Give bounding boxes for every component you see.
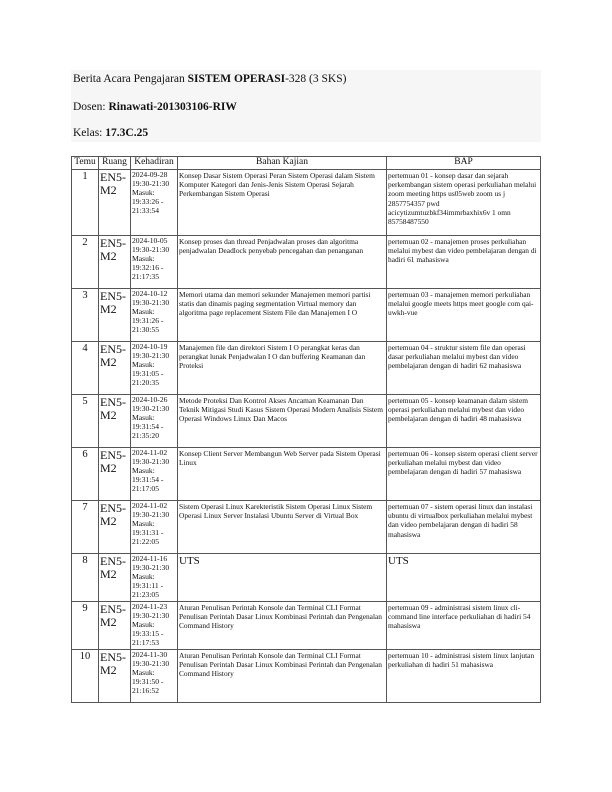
meeting-time: 19:30-21:30 (132, 403, 170, 413)
meeting-date: 2024-10-12 (132, 289, 168, 298)
attendance-cell (131, 395, 178, 448)
meeting-number: 6 (72, 448, 99, 501)
header-bap: BAP (387, 157, 541, 170)
bap-cell: pertemuan 05 - konsep keamanan dalam sistem operasi perkuliahan melalui mybest dan video pembelajaran dengan di hadiri 48 mahasiswa (387, 395, 541, 448)
checkin-start: 19:33:15 - (132, 628, 164, 638)
table-row (72, 501, 541, 554)
topic-cell: UTS (178, 554, 387, 602)
meeting-date: 2024-11-02 (132, 501, 168, 510)
topic-cell: Konsep Dasar Sistem Operasi Peran Sistem Operasi dalam Sistem Komputer Kategori dan Jenis-Jenis Sistem Operasi Sejarah Perkembangan Sistem Operasi (178, 170, 387, 236)
room-cell: EN5-M2 (99, 395, 131, 448)
attendance-cell (131, 448, 178, 501)
table-row (72, 395, 541, 448)
meeting-date: 2024-10-19 (132, 342, 168, 351)
class-line (73, 126, 148, 140)
attendance-cell (131, 602, 178, 650)
attendance-cell (131, 501, 178, 554)
course-name: SISTEM OPERASI (187, 73, 286, 85)
header-room: Ruang (99, 157, 131, 170)
meeting-date: 2024-09-28 (132, 170, 168, 179)
table-row (72, 448, 541, 501)
attendance-cell (131, 554, 178, 602)
meeting-number: 4 (72, 342, 99, 395)
class-label: Kelas: (73, 127, 106, 139)
room-cell: EN5-M2 (99, 236, 131, 289)
checkin-end: 21:17:35 (132, 271, 160, 281)
meeting-date: 2024-11-02 (132, 448, 168, 457)
bap-cell: pertemuan 03 - manajemen memori perkuliahan melalui google meets https meet google com qai-uwkh-vue (387, 289, 541, 342)
meeting-number: 2 (72, 236, 99, 289)
bap-cell: pertemuan 10 - administrasi sistem linux lanjutan perkuliahan di hadiri 51 mahasiswa (387, 650, 541, 703)
checkin-end: 21:22:05 (132, 536, 160, 546)
checkin-start: 19:31:11 - (132, 580, 164, 590)
document-header (71, 70, 541, 142)
header-topic: Bahan Kajian (178, 157, 387, 170)
checkin-label: Masuk: (132, 518, 155, 528)
meeting-date: 2024-10-26 (132, 395, 168, 404)
topic-cell: Memori utama dan memori sekunder Manajemen memori partisi statis dan dinamis paging segmentation Virtual memory dan algoritma page replacement Sistem File dan Manajemen I O (178, 289, 387, 342)
meeting-number: 9 (72, 602, 99, 650)
attendance-cell (131, 289, 178, 342)
lecturer-name: Rinawati-201303106-RIW (108, 101, 237, 113)
checkin-label: Masuk: (132, 306, 155, 316)
room-cell: EN5-M2 (99, 554, 131, 602)
table-row (72, 554, 541, 602)
checkin-label: Masuk: (132, 359, 155, 369)
checkin-end: 21:35:20 (132, 430, 160, 440)
checkin-label: Masuk: (132, 667, 155, 677)
meeting-date: 2024-10-05 (132, 236, 168, 245)
checkin-label: Masuk: (132, 253, 155, 263)
bap-cell: pertemuan 02 - manajemen proses perkuliahan melalui mybest dan video pembelajaran dengan di hadiri 61 mahasiswa (387, 236, 541, 289)
checkin-end: 21:17:05 (132, 483, 160, 493)
header-meeting: Temu (72, 157, 99, 170)
checkin-start: 19:32:16 - (132, 262, 164, 272)
room-cell: EN5-M2 (99, 448, 131, 501)
checkin-start: 19:31:26 - (132, 315, 164, 325)
meeting-time: 19:30-21:30 (132, 244, 170, 254)
table-row (72, 650, 541, 703)
attendance-cell (131, 170, 178, 236)
meeting-number: 1 (72, 170, 99, 236)
meeting-time: 19:30-21:30 (132, 509, 170, 519)
topic-cell: Konsep proses dan thread Penjadwalan proses dan algoritma penjadwalan Deadlock penyebab pencegahan dan penanganan (178, 236, 387, 289)
table-row (72, 289, 541, 342)
meeting-number: 5 (72, 395, 99, 448)
lecturer-line (73, 100, 237, 114)
meeting-number: 3 (72, 289, 99, 342)
topic-cell: Manajemen file dan direktori Sistem I O perangkat keras dan perangkat lunak Penjadwalan I O dan buffering Keamanan dan Proteksi (178, 342, 387, 395)
meeting-date: 2024-11-30 (132, 650, 168, 659)
checkin-label: Masuk: (132, 465, 155, 475)
checkin-start: 19:31:54 - (132, 474, 164, 484)
checkin-label: Masuk: (132, 619, 155, 629)
course-title (73, 72, 346, 86)
class-name: 17.3C.25 (105, 127, 149, 139)
checkin-end: 21:17:53 (132, 637, 160, 647)
lecturer-label: Dosen: (73, 101, 109, 113)
meeting-time: 19:30-21:30 (132, 658, 170, 668)
checkin-label: Masuk: (132, 187, 155, 197)
meeting-date: 2024-11-16 (132, 554, 168, 563)
bap-cell: pertemuan 09 - administrasi sistem linux cli-command line interface perkuliahan di hadiri 54 mahasiswa (387, 602, 541, 650)
checkin-start: 19:31:50 - (132, 676, 164, 686)
topic-cell: Sistem Operasi Linux Karekteristik Sistem Operasi Linux Sistem Operasi Linux Server Instalasi Ubuntu Server di Virtual Box (178, 501, 387, 554)
attendance-table (71, 156, 541, 703)
checkin-start: 19:31:05 - (132, 368, 164, 378)
table-row (72, 170, 541, 236)
room-cell: EN5-M2 (99, 650, 131, 703)
checkin-end: 21:30:55 (132, 324, 160, 334)
meeting-number: 10 (72, 650, 99, 703)
table-row (72, 342, 541, 395)
course-prefix: Berita Acara Pengajaran (73, 73, 188, 85)
bap-cell: pertemuan 06 - konsep sistem operasi client server perkuliahan melalui mybest dan video pembelajaran dengan di hadiri 57 mahasiswa (387, 448, 541, 501)
attendance-cell (131, 236, 178, 289)
topic-cell: Konsep Client Server Membangun Web Server pada Sistem Operasi Linux (178, 448, 387, 501)
checkin-end: 21:23:05 (132, 589, 160, 599)
meeting-time: 19:30-21:30 (132, 350, 170, 360)
bap-cell: pertemuan 01 - konsep dasar dan sejarah perkembangan sistem operasi perkuliahan melalui zoom meeting https us05web zoom us j 2857754357 pwd acicytizumtuzbkf34immrbaxhix6v 1 omn 85758487550 (387, 170, 541, 236)
checkin-end: 21:16:52 (132, 685, 160, 695)
topic-cell: Aturan Penulisan Perintah Konsole dan Terminal CLI Format Penulisan Perintah Dasar Linux Kombinasi Perintah dan Pengenalan Command History (178, 650, 387, 703)
checkin-start: 19:31:31 - (132, 527, 164, 537)
checkin-end: 21:33:54 (132, 205, 160, 215)
topic-cell: Metode Proteksi Dan Kontrol Akses Ancaman Keamanan Dan Teknik Mitigasi Studi Kasus Sistem Operasi Modern Analisis Sistem Operasi Windows Linux Dan Macos (178, 395, 387, 448)
course-suffix: -328 (3 SKS) (285, 73, 347, 85)
room-cell: EN5-M2 (99, 170, 131, 236)
bap-cell: pertemuan 07 - sistem operasi linux dan instalasi ubuntu di virtualbox perkuliahan melalui mybest dan video pembelajaran dengan di hadiri 58 mahasiswa (387, 501, 541, 554)
checkin-start: 19:33:26 - (132, 196, 164, 206)
topic-cell: Aturan Penulisan Perintah Konsole dan Terminal CLI Format Penulisan Perintah Dasar Linux Kombinasi Perintah dan Pengenalan Command History (178, 602, 387, 650)
meeting-time: 19:30-21:30 (132, 178, 170, 188)
room-cell: EN5-M2 (99, 501, 131, 554)
bap-cell: UTS (387, 554, 541, 602)
checkin-label: Masuk: (132, 571, 155, 581)
meeting-time: 19:30-21:30 (132, 297, 170, 307)
meeting-time: 19:30-21:30 (132, 456, 170, 466)
meeting-date: 2024-11-23 (132, 602, 168, 611)
header-attendance: Kehadiran (131, 157, 178, 170)
meeting-number: 7 (72, 501, 99, 554)
attendance-cell (131, 650, 178, 703)
meeting-time: 19:30-21:30 (132, 610, 170, 620)
meeting-number: 8 (72, 554, 99, 602)
table-row (72, 602, 541, 650)
table-row (72, 236, 541, 289)
room-cell: EN5-M2 (99, 342, 131, 395)
attendance-cell (131, 342, 178, 395)
bap-cell: pertemuan 04 - struktur sistem file dan operasi dasar perkuliahan melalui mybest dan video pembelajaran dengan di hadiri 62 mahasiswa (387, 342, 541, 395)
meeting-time: 19:30-21:30 (132, 562, 170, 572)
table-header-row (72, 157, 541, 170)
checkin-label: Masuk: (132, 412, 155, 422)
checkin-start: 19:31:54 - (132, 421, 164, 431)
room-cell: EN5-M2 (99, 602, 131, 650)
checkin-end: 21:20:35 (132, 377, 160, 387)
room-cell: EN5-M2 (99, 289, 131, 342)
